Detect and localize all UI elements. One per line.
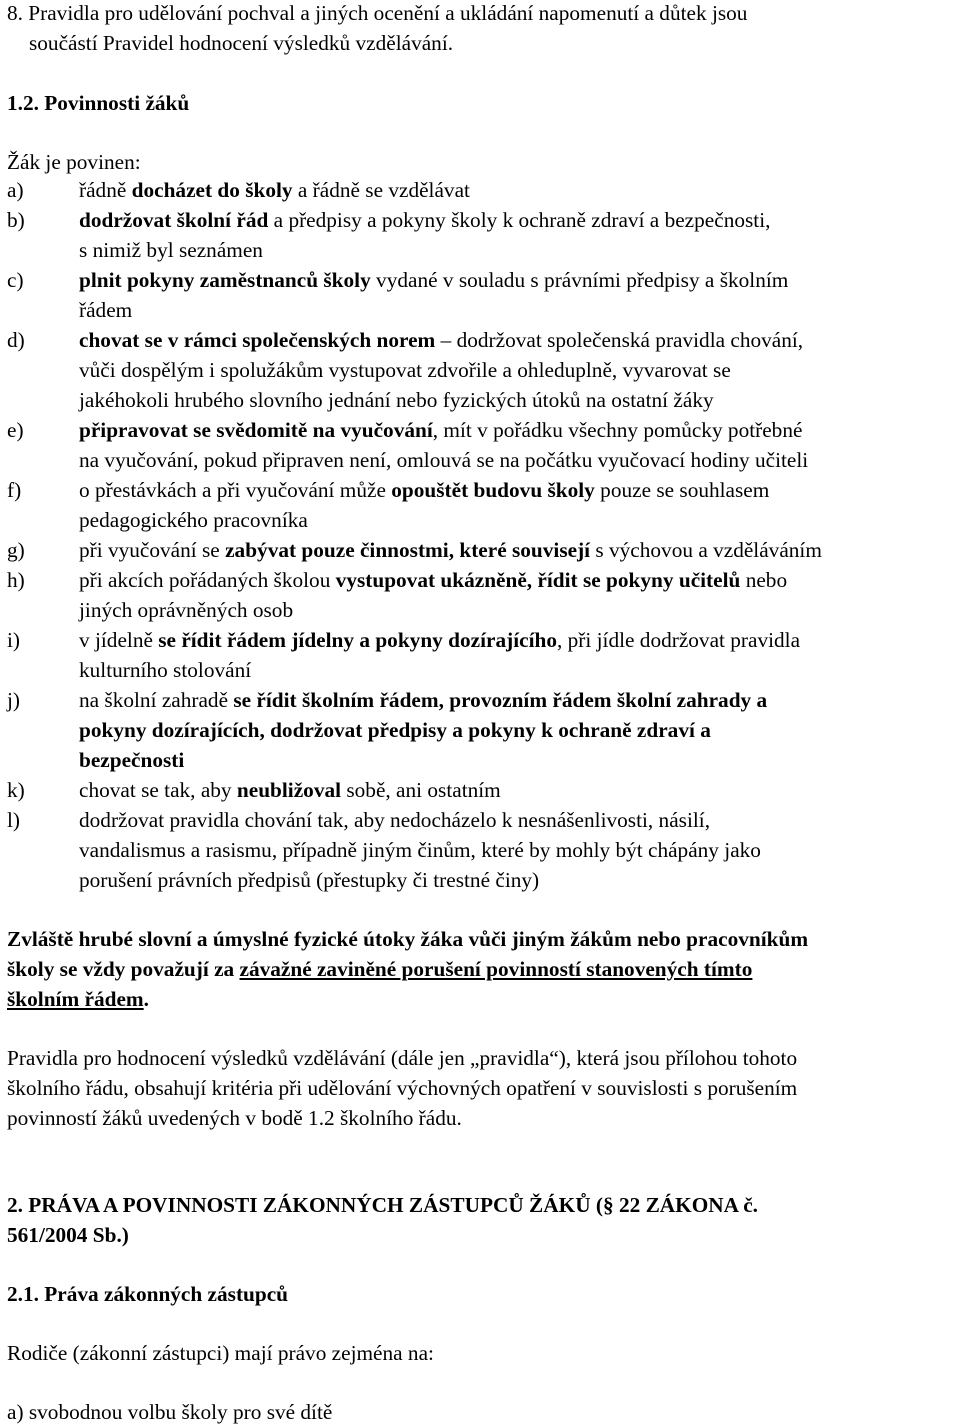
list-item-h-line-2: jiných oprávněných osob [79, 598, 294, 622]
list-item-c-line-2: řádem [79, 298, 133, 322]
list-item-k: k) chovat se tak, aby neubližoval sobě, ani ostatním [7, 778, 501, 802]
section-2-1-item-a: a) svobodnou volbu školy pro své dítě [7, 1400, 333, 1424]
section-2-heading-line-1: 2. PRÁVA A POVINNOSTI ZÁKONNÝCH ZÁSTUPCŮ ŽÁKŮ (§ 22 ZÁKONA č. [7, 1193, 758, 1217]
list-item-d: d) chovat se v rámci společenských norem – dodržovat společenská pravidla chování, [7, 328, 804, 352]
section-heading-1-2: 1.2. Povinnosti žáků [7, 91, 190, 115]
list-item-b-line-2: s nimiž byl seznámen [79, 238, 263, 262]
section-2-heading-line-2: 561/2004 Sb.) [7, 1223, 129, 1247]
rules-line-2: školního řádu, obsahují kritéria při udělování výchovných opatření v souvislosti s porušením [7, 1076, 798, 1100]
list-item-d-line-2: vůči dospělým i spolužákům vystupovat zdvořile a ohleduplně, vyvarovat se [79, 358, 731, 382]
section-8-line-2: součástí Pravidel hodnocení výsledků vzdělávání. [29, 31, 454, 55]
intro-text: Žák je povinen: [7, 150, 141, 174]
rules-line-3: povinností žáků uvedených v bodě 1.2 školního řádu. [7, 1106, 462, 1130]
list-item-h: h) při akcích pořádaných školou vystupovat ukázněně, řídit se pokyny učitelů nebo [7, 568, 788, 592]
list-item-g: g) při vyučování se zabývat pouze činnostmi, které souvisejí s výchovou a vzděláváním [7, 538, 822, 562]
list-item-f-line-2: pedagogického pracovníka [79, 508, 308, 532]
rules-line-1: Pravidla pro hodnocení výsledků vzdělávání (dále jen „pravidla“), která jsou přílohou tohoto [7, 1046, 798, 1070]
list-item-b: b) dodržovat školní řád a předpisy a pokyny školy k ochraně zdraví a bezpečnosti, [7, 208, 771, 232]
warning-line-2: školy se vždy považují za závažné zaviněné porušení povinností stanovených tímto [7, 957, 753, 981]
list-item-j-line-3: bezpečnosti [79, 748, 185, 772]
list-item-i: i) v jídelně se řídit řádem jídelny a pokyny dozírajícího, při jídle dodržovat pravidla [7, 628, 801, 652]
list-item-a: a) řádně docházet do školy a řádně se vzdělávat [7, 178, 470, 202]
section-heading-2-1: 2.1. Práva zákonných zástupců [7, 1282, 289, 1306]
list-item-f: f) o přestávkách a při vyučování může opouštět budovu školy pouze se souhlasem [7, 478, 770, 502]
list-item-e-line-2: na vyučování, pokud připraven není, omlouvá se na počátku vyučovací hodiny učiteli [79, 448, 809, 472]
list-item-j-line-2: pokyny dozírajících, dodržovat předpisy a pokyny k ochraně zdraví a [79, 718, 711, 742]
warning-line-1: Zvláště hrubé slovní a úmyslné fyzické útoky žáka vůči jiným žákům nebo pracovníkům [7, 927, 809, 951]
list-item-c: c) plnit pokyny zaměstnanců školy vydané v souladu s právními předpisy a školním [7, 268, 789, 292]
list-item-l-line-2: vandalismus a rasismu, případně jiným činům, které by mohly být chápány jako [79, 838, 761, 862]
list-item-i-line-2: kulturního stolování [79, 658, 252, 682]
list-item-j: j) na školní zahradě se řídit školním řádem, provozním řádem školní zahrady a [7, 688, 768, 712]
list-item-d-line-3: jakéhokoli hrubého slovního jednání nebo fyzických útoků na ostatní žáky [79, 388, 714, 412]
section-8-line-1: 8. Pravidla pro udělování pochval a jiných ocenění a ukládání napomenutí a důtek jsou [7, 1, 748, 25]
list-item-l-line-3: porušení právních předpisů (přestupky či trestné činy) [79, 868, 540, 892]
section-2-1-intro: Rodiče (zákonní zástupci) mají právo zejména na: [7, 1341, 434, 1365]
list-item-e: e) připravovat se svědomitě na vyučování, mít v pořádku všechny pomůcky potřebné [7, 418, 803, 442]
warning-line-3: školním řádem. [7, 987, 149, 1011]
list-item-l: l) dodržovat pravidla chování tak, aby nedocházelo k nesnášenlivosti, násilí, [7, 808, 711, 832]
